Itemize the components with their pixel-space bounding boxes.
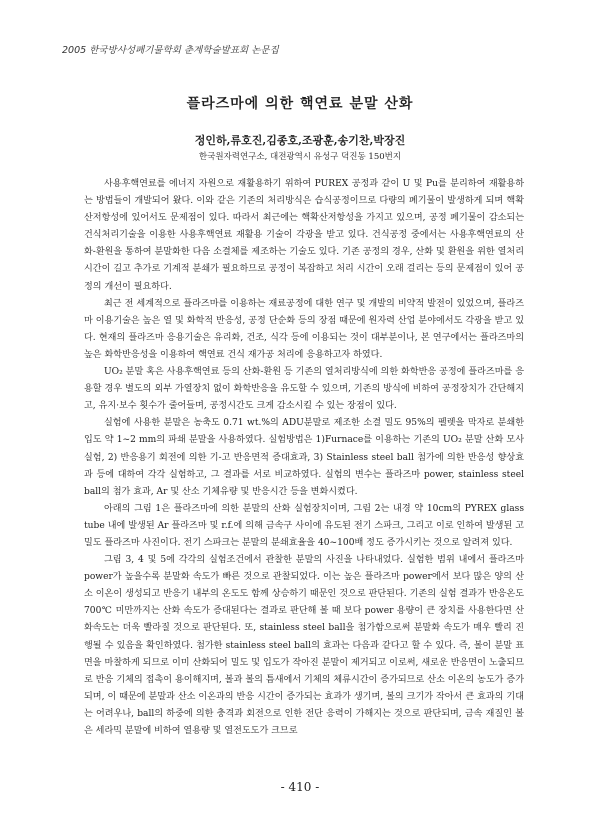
running-header: 2005 한국방사성폐기물학회 춘계학술발표회 논문집 xyxy=(62,45,279,56)
paragraph-1: 사용후핵연료를 에너지 자원으로 재활용하기 위하여 PUREX 공정과 같이 U 및 Pu를 분리하여 재활용하는 방법들이 개발되어 왔다. 이와 같은 기존의 처리방식은 습식공정이므로 다량의 폐기물이 발생하게 되며 핵확산저항성에 있어서도 문제점이 있다. 따라서 최근에는 핵확산저항성을 가지고 있으며, 공정 폐기물이 감소되는 건식처리기술을 이용한 사용후핵연료 재활용 기술이 각광을 받고 있다. 건식공정 중에서는 사용후핵연료의 산화-환원을 통하여 분말화한 다음 소결체를 제조하는 기술도 있다. 기존 공정의 경우, 산화 및 환원을 위한 열처리 시간이 길고 추가로 기계적 분쇄가 필요하므로 공정이 복잡하고 처리 시간이 오래 걸리는 등의 문제점이 있어 공정의 개선이 필요하다. xyxy=(84,179,524,292)
paragraph-2: 최근 전 세계적으로 플라즈마를 이용하는 재료공정에 대한 연구 및 개발의 비약적 발전이 있었으며, 플라즈마 이용기술은 높은 열 및 화학적 반응성, 공정 단순화 등의 장점 때문에 원자력 산업 분야에서도 각광을 받고 있다. 현재의 플라즈마 응용기술은 유리화, 건조, 식각 등에 이용되는 것이 대부분이나, 본 연구에서는 플라즈마의 높은 화학반응성을 이용하여 핵연료 건식 재가공 처리에 응용하고자 하였다. xyxy=(84,298,524,360)
paragraph-6: 그림 3, 4 및 5에 각각의 실험조건에서 관찰한 분말의 사진을 나타내었다. 실험한 범위 내에서 플라즈마 power가 높을수록 분말화 속도가 빠른 것으로 관찰되었다. 이는 높은 플라즈마 power에서 보다 많은 양의 산소 이온이 생성되고 반응기 내부의 온도도 함께 상승하기 때문인 것으로 판단된다. 기존의 실험 결과가 반응온도 700℃ 미만까지는 산화 속도가 증대된다는 결과로 판단해 볼 때 보다 power 용량이 큰 장치를 사용한다면 산화속도는 더욱 빨라질 것으로 판단된다. 또, stainless steel ball을 첨가함으로써 분말화 속도가 매우 빨리 진행될 수 있음을 확인하였다. 첨가한 stainless steel ball의 효과는 다음과 같다고 할 수 있다. 즉, 볼이 분말 표면을 마찰하게 되므로 이미 산화되어 밀도 및 입도가 작아진 분말이 제거되고 이로써, 새로운 반응면이 노출되므로 반응 기체의 접촉이 용이해지며, 볼과 볼의 틈새에서 기체의 체류시간이 증가되므로 산소 이온의 농도가 증가되며, 이 때문에 분말과 산소 이온과의 반응 시간이 증가되는 효과가 생기며, 볼의 크기가 작아서 큰 효과의 기대는 어려우나, ball의 하중에 의한 충격과 회전으로 인한 전단 응력이 가해지는 것으로 판단되며, 금속 재질인 볼은 세라믹 분말에 비하여 열용량 및 열전도도가 크므로 xyxy=(84,555,524,736)
page-number: - 410 - xyxy=(280,780,320,794)
body-text xyxy=(84,176,524,740)
author-list: 정인하,류호진,김종호,조광훈,송기찬,박장진 xyxy=(194,134,406,147)
paragraph-3: UO₂ 분말 혹은 사용후핵연료 등의 산화-환원 등 기존의 열처리방식에 의한 화학반응 공정에 플라즈마를 응용할 경우 별도의 외부 가열장치 없이 화학반응을 유도할 수 있으며, 기존의 방식에 비하여 공정장치가 간단해지고, 유지·보수 횟수가 줄어들며, 공정시간도 크게 감소시킬 수 있는 장점이 있다. xyxy=(84,367,524,412)
affiliation: 한국원자력연구소, 대전광역시 유성구 덕진동 150번지 xyxy=(198,152,402,162)
paper-title: 플라즈마에 의한 핵연료 분말 산화 xyxy=(186,96,414,112)
paragraph-4: 실험에 사용한 분말은 농축도 0.71 wt.%의 ADU분말로 제조한 소결 밀도 95%의 펠렛을 막자로 분쇄한 입도 약 1~2 mm의 파쇄 분말을 사용하였다. 실험방법은 1)Furnace를 이용하는 기존의 UO₂ 분말 산화 모사실험, 2) 반응용기 회전에 의한 기-고 반응면적 증대효과, 3) Stainless steel ball 첨가에 의한 반응성 향상효과 등에 대하여 각각 실험하고, 그 결과를 서로 비교하였다. 실험의 변수는 플라즈마 power, stainless steel ball의 첨가 효과, Ar 및 산소 기체유량 및 반응시간 등을 변화시켰다. xyxy=(84,418,524,497)
paragraph-5: 아래의 그림 1은 플라즈마에 의한 분말의 산화 실험장치이며, 그림 2는 내경 약 10cm의 PYREX glass tube 내에 발생된 Ar 플라즈마 및 r.f.에 의해 금속구 사이에 유도된 전기 스파크, 그리고 이로 인하여 발생된 고밀도 플라즈마 사진이다. 전기 스파크는 분말의 분쇄효율을 40~100배 정도 증가시키는 것으로 알려져 있다. xyxy=(84,503,524,548)
